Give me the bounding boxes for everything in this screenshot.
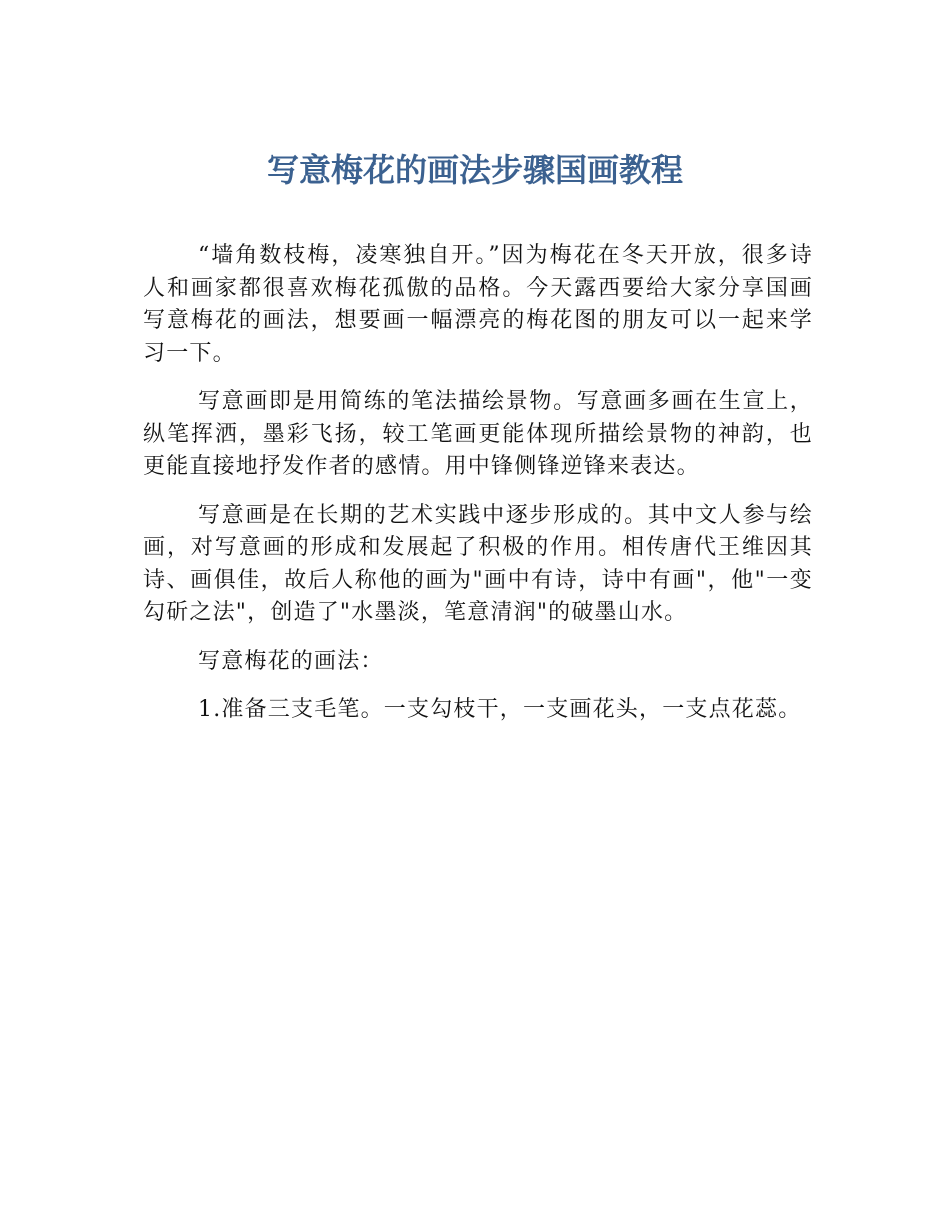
document-title: 写意梅花的画法步骤国画教程 [266,151,683,189]
paragraph-step-1: 1.准备三支毛笔。一支勾枝干，一支画花头，一支点花蕊。 [198,697,802,722]
paragraph-intro: “墙角数枝梅，凌寒独自开。”因为梅花在冬天开放，很多诗人和画家都很喜欢梅花孤傲的品格。今天露西要给大家分享国画写意梅花的画法，想要画一幅漂亮的梅花图的朋友可以一起来学习一下。 [143,243,813,366]
paragraph-xieyi-definition: 写意画即是用简练的笔法描绘景物。写意画多画在生宣上，纵笔挥洒，墨彩飞扬，较工笔画更能体现所描绘景物的神韵，也更能直接地抒发作者的感情。用中锋侧锋逆锋来表达。 [143,389,813,479]
document-body [143,240,813,743]
paragraph-xieyi-history: 写意画是在长期的艺术实践中逐步形成的。其中文人参与绘画，对写意画的形成和发展起了积极的作用。相传唐代王维因其诗、画俱佳，故后人称他的画为"画中有诗，诗中有画"，他"一变勾斫之法"，创造了"水墨淡，笔意清润"的破墨山水。 [143,502,813,625]
paragraph-method-heading: 写意梅花的画法： [198,648,384,674]
